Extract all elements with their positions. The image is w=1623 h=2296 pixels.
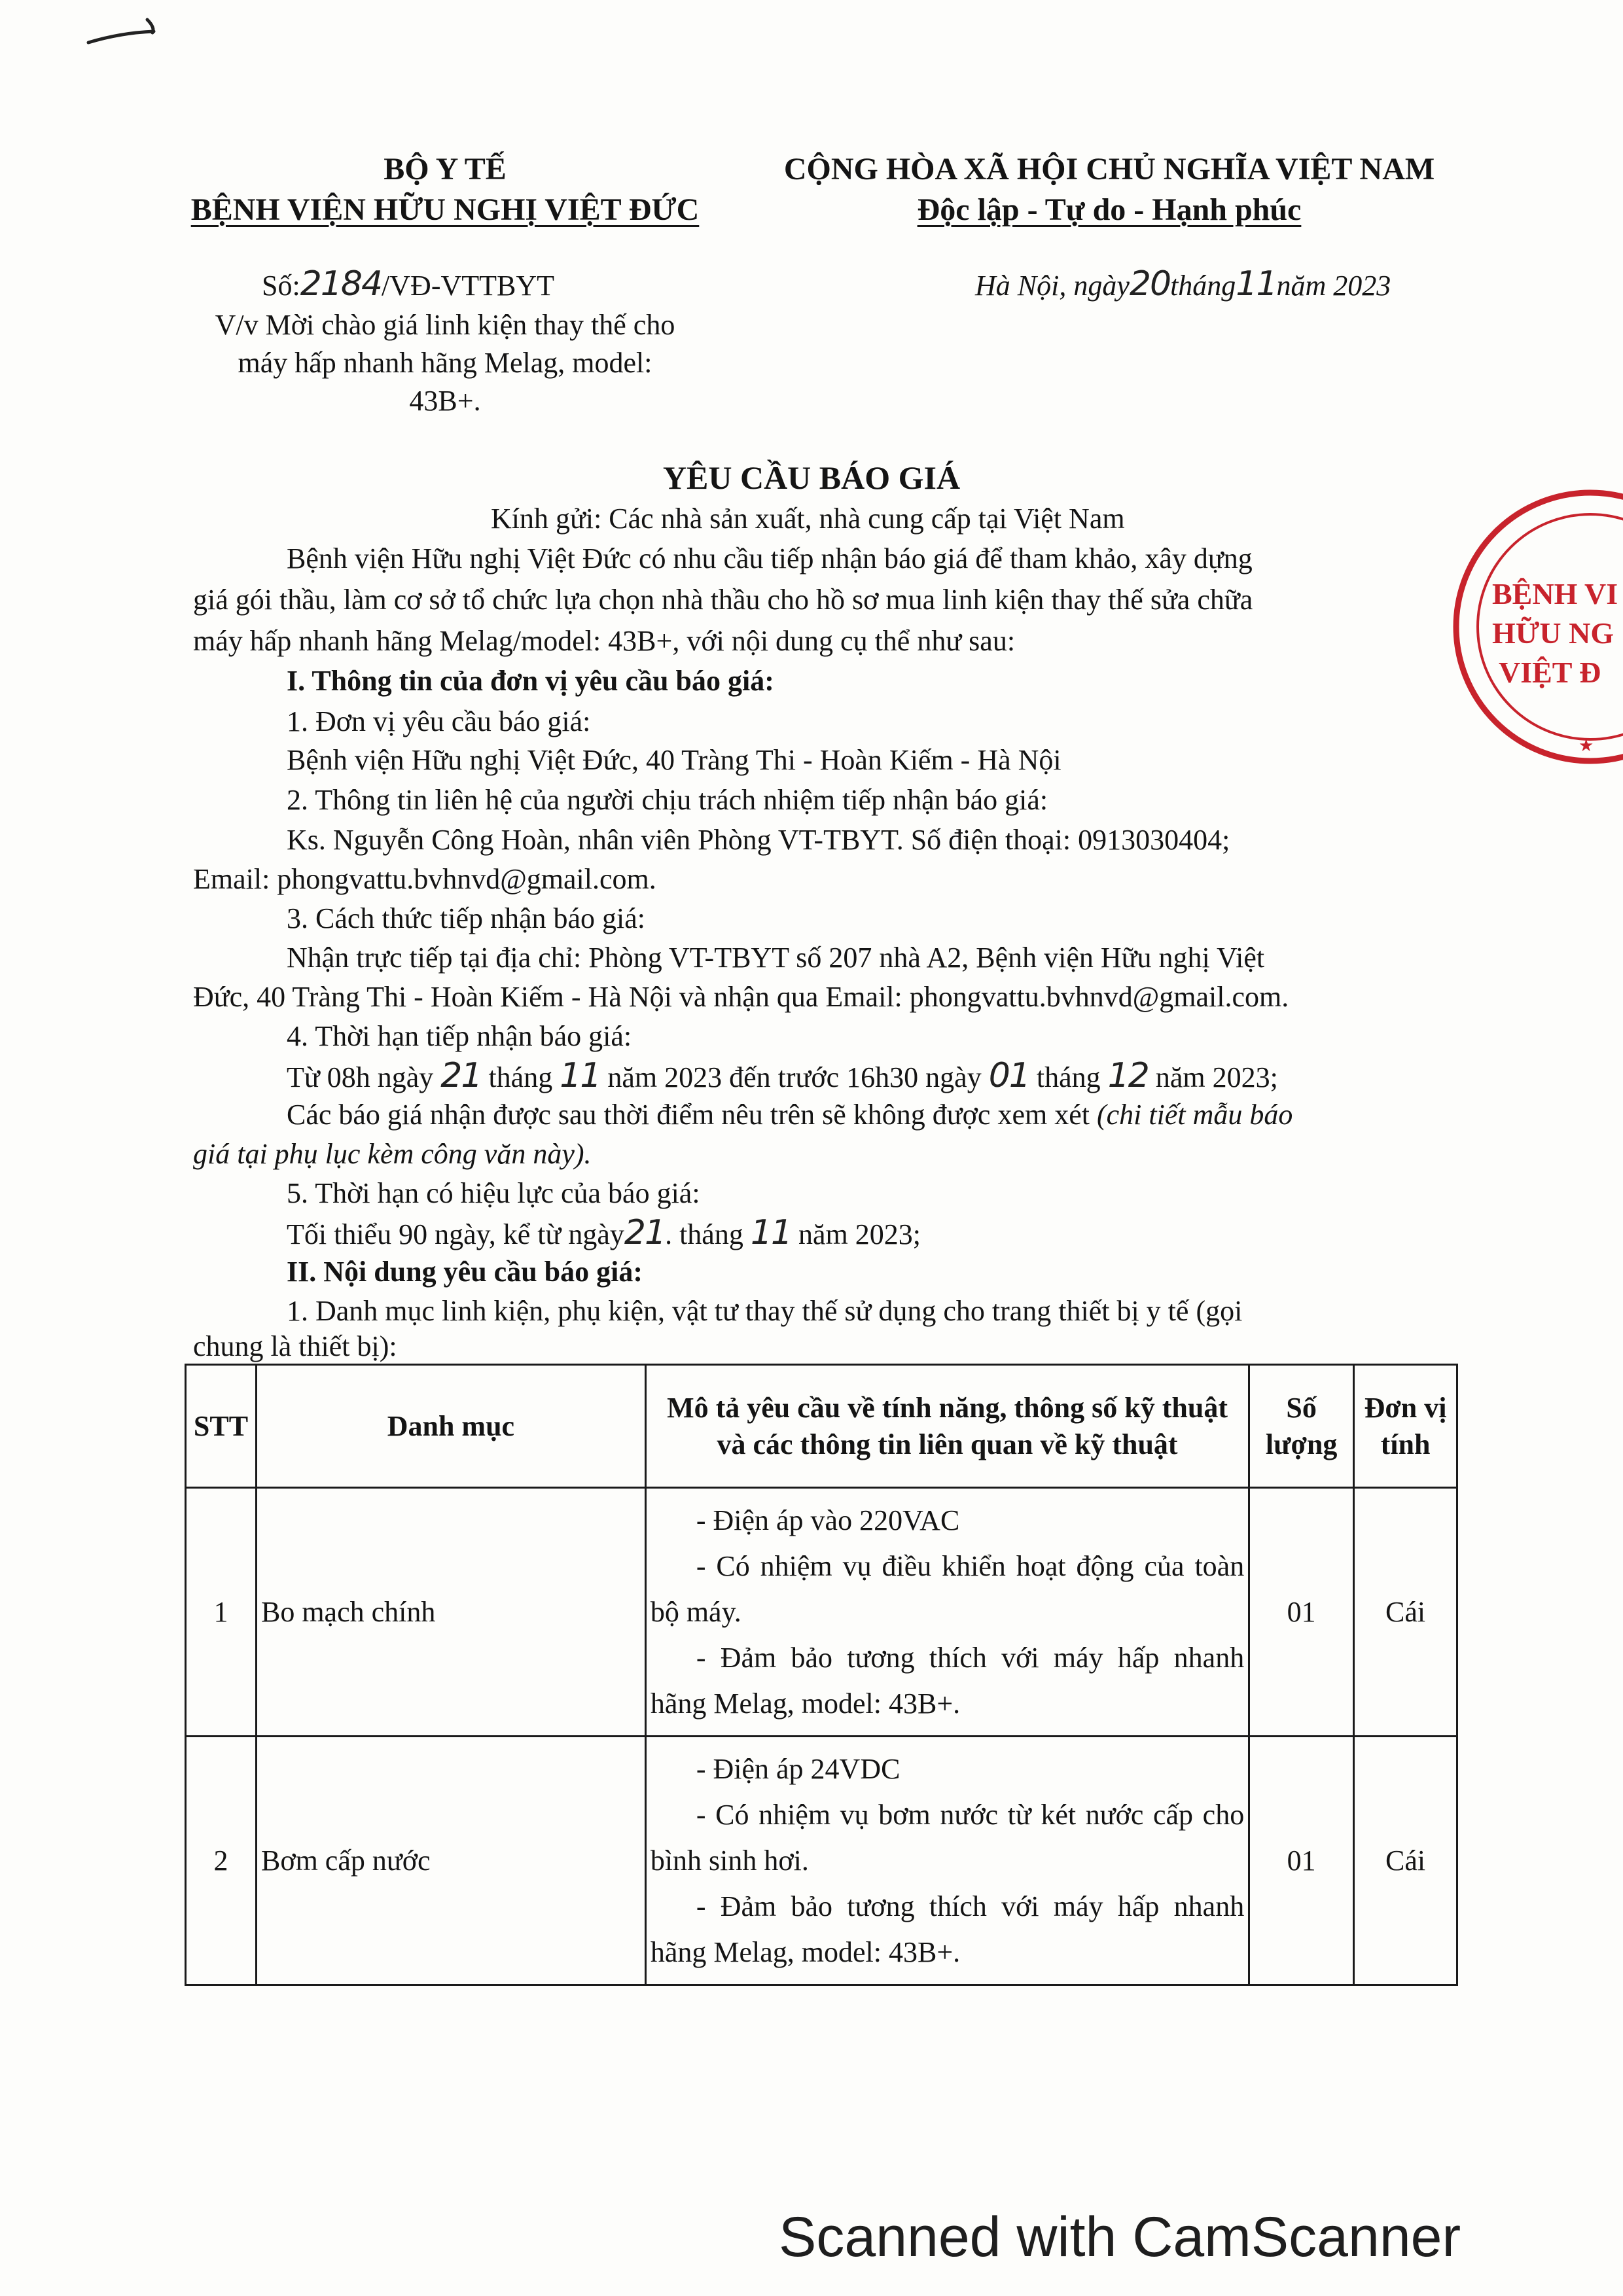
item5-day: 21 <box>624 1213 666 1252</box>
item4-note-line-2: giá tại phụ lục kèm công văn này). <box>193 1138 592 1170</box>
item4-day1: 21 <box>440 1056 482 1095</box>
ministry-name: BỘ Y TẾ <box>383 152 507 186</box>
date-day: 20 <box>1129 264 1171 304</box>
item4-text-e: năm 2023; <box>1155 1061 1278 1093</box>
addressee: Kính gửi: Các nhà sản xuất, nhà cung cấp tại Việt Nam <box>491 503 1125 535</box>
document-number <box>262 266 554 304</box>
date-place: Hà Nội, ngày <box>975 270 1130 302</box>
table-header-row <box>186 1365 1457 1488</box>
document-title: YÊU CẦU BÁO GIÁ <box>662 459 961 496</box>
row-desc-1: - Điện áp 24VDC <box>696 1752 901 1785</box>
svg-text:★: ★ <box>1578 736 1594 756</box>
row-description <box>645 1488 1249 1737</box>
row-desc-3: - Đảm bảo tương thích với máy hấp nhanh hãng Melag, model: 43B+. <box>650 1641 1245 1720</box>
svg-text:HỮU NG: HỮU NG <box>1492 616 1614 650</box>
item4-text-d: tháng <box>1036 1061 1101 1093</box>
item3-label: 3. Cách thức tiếp nhận báo giá: <box>287 902 646 934</box>
item1-value: Bệnh viện Hữu nghị Việt Đức, 40 Tràng Thi - Hoàn Kiếm - Hà Nội <box>287 744 1061 776</box>
item1-label: 1. Đơn vị yêu cầu báo giá: <box>287 705 591 737</box>
item4-note-italic: (chi tiết mẫu báo <box>1096 1099 1293 1131</box>
doc-number-suffix: /VĐ-VTTBYT <box>382 270 555 302</box>
item5-text-a: Tối thiểu 90 ngày, kể từ ngày <box>287 1218 624 1250</box>
handwritten-mark <box>82 13 173 52</box>
stamp-seal <box>1427 489 1623 764</box>
row-desc-2: - Có nhiệm vụ điều khiển hoạt động của toàn bộ máy. <box>650 1549 1245 1628</box>
header-stt: STT <box>186 1365 257 1488</box>
table-row <box>186 1488 1457 1737</box>
intro-line-1: Bệnh viện Hữu nghị Việt Đức có nhu cầu tiếp nhận báo giá để tham khảo, xây dựng <box>287 542 1253 574</box>
item2-value-line-1: Ks. Nguyễn Công Hoàn, nhân viên Phòng VT-TBYT. Số điện thoại: 0913030404; <box>287 824 1230 856</box>
item4-day2: 01 <box>988 1056 1029 1095</box>
date-year: năm 2023 <box>1276 270 1391 302</box>
header-quantity: Số lượng <box>1249 1365 1354 1488</box>
date-month: 11 <box>1236 264 1277 304</box>
row-description <box>645 1737 1249 1985</box>
row-desc-3: - Đảm bảo tương thích với máy hấp nhanh hãng Melag, model: 43B+. <box>650 1890 1245 1968</box>
item4-month1: 11 <box>560 1056 601 1095</box>
item5-text-b: . tháng <box>665 1218 743 1250</box>
section2-item1-line-1: 1. Danh mục linh kiện, phụ kiện, vật tư thay thế sử dụng cho trang thiết bị y tế (gọi <box>287 1295 1243 1327</box>
item4-note-line-1 <box>287 1097 1293 1133</box>
header-name: Danh mục <box>256 1365 645 1488</box>
row-desc-1: - Điện áp vào 220VAC <box>696 1504 960 1536</box>
national-motto: Độc lập - Tự do - Hạnh phúc <box>917 192 1302 227</box>
row-name: Bo mạch chính <box>256 1488 645 1737</box>
doc-number-prefix: Số: <box>262 270 300 302</box>
row-unit: Cái <box>1354 1488 1457 1737</box>
item4-period <box>287 1057 1278 1096</box>
parts-table <box>185 1364 1458 1986</box>
intro-line-2: giá gói thầu, làm cơ sở tổ chức lựa chọn nhà thầu cho hồ sơ mua linh kiện thay thế sửa chữa <box>193 584 1253 616</box>
date-line <box>975 266 1391 304</box>
item5-label: 5. Thời hạn có hiệu lực của báo giá: <box>287 1177 700 1209</box>
item2-value-line-2: Email: phongvattu.bvhnvd@gmail.com. <box>193 863 656 895</box>
section2-heading: II. Nội dung yêu cầu báo giá: <box>287 1256 643 1288</box>
hospital-name: BỆNH VIỆN HỮU NGHỊ VIỆT ĐỨC <box>190 192 700 227</box>
header-right <box>740 149 1479 230</box>
intro-line-3: máy hấp nhanh hãng Melag/model: 43B+, với nội dung cụ thể như sau: <box>193 625 1016 657</box>
item2-label: 2. Thông tin liên hệ của người chịu trách nhiệm tiếp nhận báo giá: <box>287 784 1048 816</box>
header-unit: Đơn vị tính <box>1354 1365 1457 1488</box>
row-desc-2: - Có nhiệm vụ bơm nước từ két nước cấp cho bình sinh hơi. <box>650 1798 1245 1877</box>
header-left <box>164 149 726 230</box>
doc-number-handwritten: 2184 <box>300 264 382 304</box>
row-name: Bơm cấp nước <box>256 1737 645 1985</box>
subject-block <box>164 306 726 420</box>
table-row <box>186 1737 1457 1985</box>
subject-line-2: máy hấp nhanh hãng Melag, model: <box>238 347 652 379</box>
item3-value-line-1: Nhận trực tiếp tại địa chỉ: Phòng VT-TBYT số 207 nhà A2, Bệnh viện Hữu nghị Việt <box>287 942 1265 974</box>
row-stt: 2 <box>186 1737 257 1985</box>
republic-name: CỘNG HÒA XÃ HỘI CHỦ NGHĨA VIỆT NAM <box>783 152 1435 186</box>
section2-item1-line-2: chung là thiết bị): <box>193 1330 397 1362</box>
item5-text-c: năm 2023; <box>798 1218 921 1250</box>
row-quantity: 01 <box>1249 1488 1354 1737</box>
item4-month2: 12 <box>1107 1056 1149 1095</box>
section1-heading: I. Thông tin của đơn vị yêu cầu báo giá: <box>287 665 774 697</box>
svg-text:VIỆT Đ: VIỆT Đ <box>1499 656 1601 689</box>
item4-text-b: tháng <box>488 1061 553 1093</box>
item5-value <box>287 1214 921 1253</box>
row-stt: 1 <box>186 1488 257 1737</box>
item4-note-normal: Các báo giá nhận được sau thời điểm nêu trên sẽ không được xem xét <box>287 1099 1097 1131</box>
item4-text-a: Từ 08h ngày <box>287 1061 434 1093</box>
subject-line-1: V/v Mời chào giá linh kiện thay thế cho <box>215 309 675 341</box>
hospital-stamp <box>1427 489 1623 764</box>
item3-value-line-2: Đức, 40 Tràng Thi - Hoàn Kiếm - Hà Nội và nhận qua Email: phongvattu.bvhnvd@gmail.com. <box>193 981 1289 1013</box>
item4-label: 4. Thời hạn tiếp nhận báo giá: <box>287 1020 632 1052</box>
row-quantity: 01 <box>1249 1737 1354 1985</box>
header-description: Mô tả yêu cầu về tính năng, thông số kỹ thuật và các thông tin liên quan về kỹ thuật <box>645 1365 1249 1488</box>
item4-text-c: năm 2023 đến trước 16h30 ngày <box>607 1061 982 1093</box>
scanner-watermark: Scanned with CamScanner <box>779 2206 1461 2269</box>
svg-text:BỆNH VI: BỆNH VI <box>1492 577 1618 610</box>
row-unit: Cái <box>1354 1737 1457 1985</box>
subject-line-3: 43B+. <box>409 385 481 417</box>
item5-month: 11 <box>750 1213 791 1252</box>
date-month-label: tháng <box>1170 270 1236 302</box>
